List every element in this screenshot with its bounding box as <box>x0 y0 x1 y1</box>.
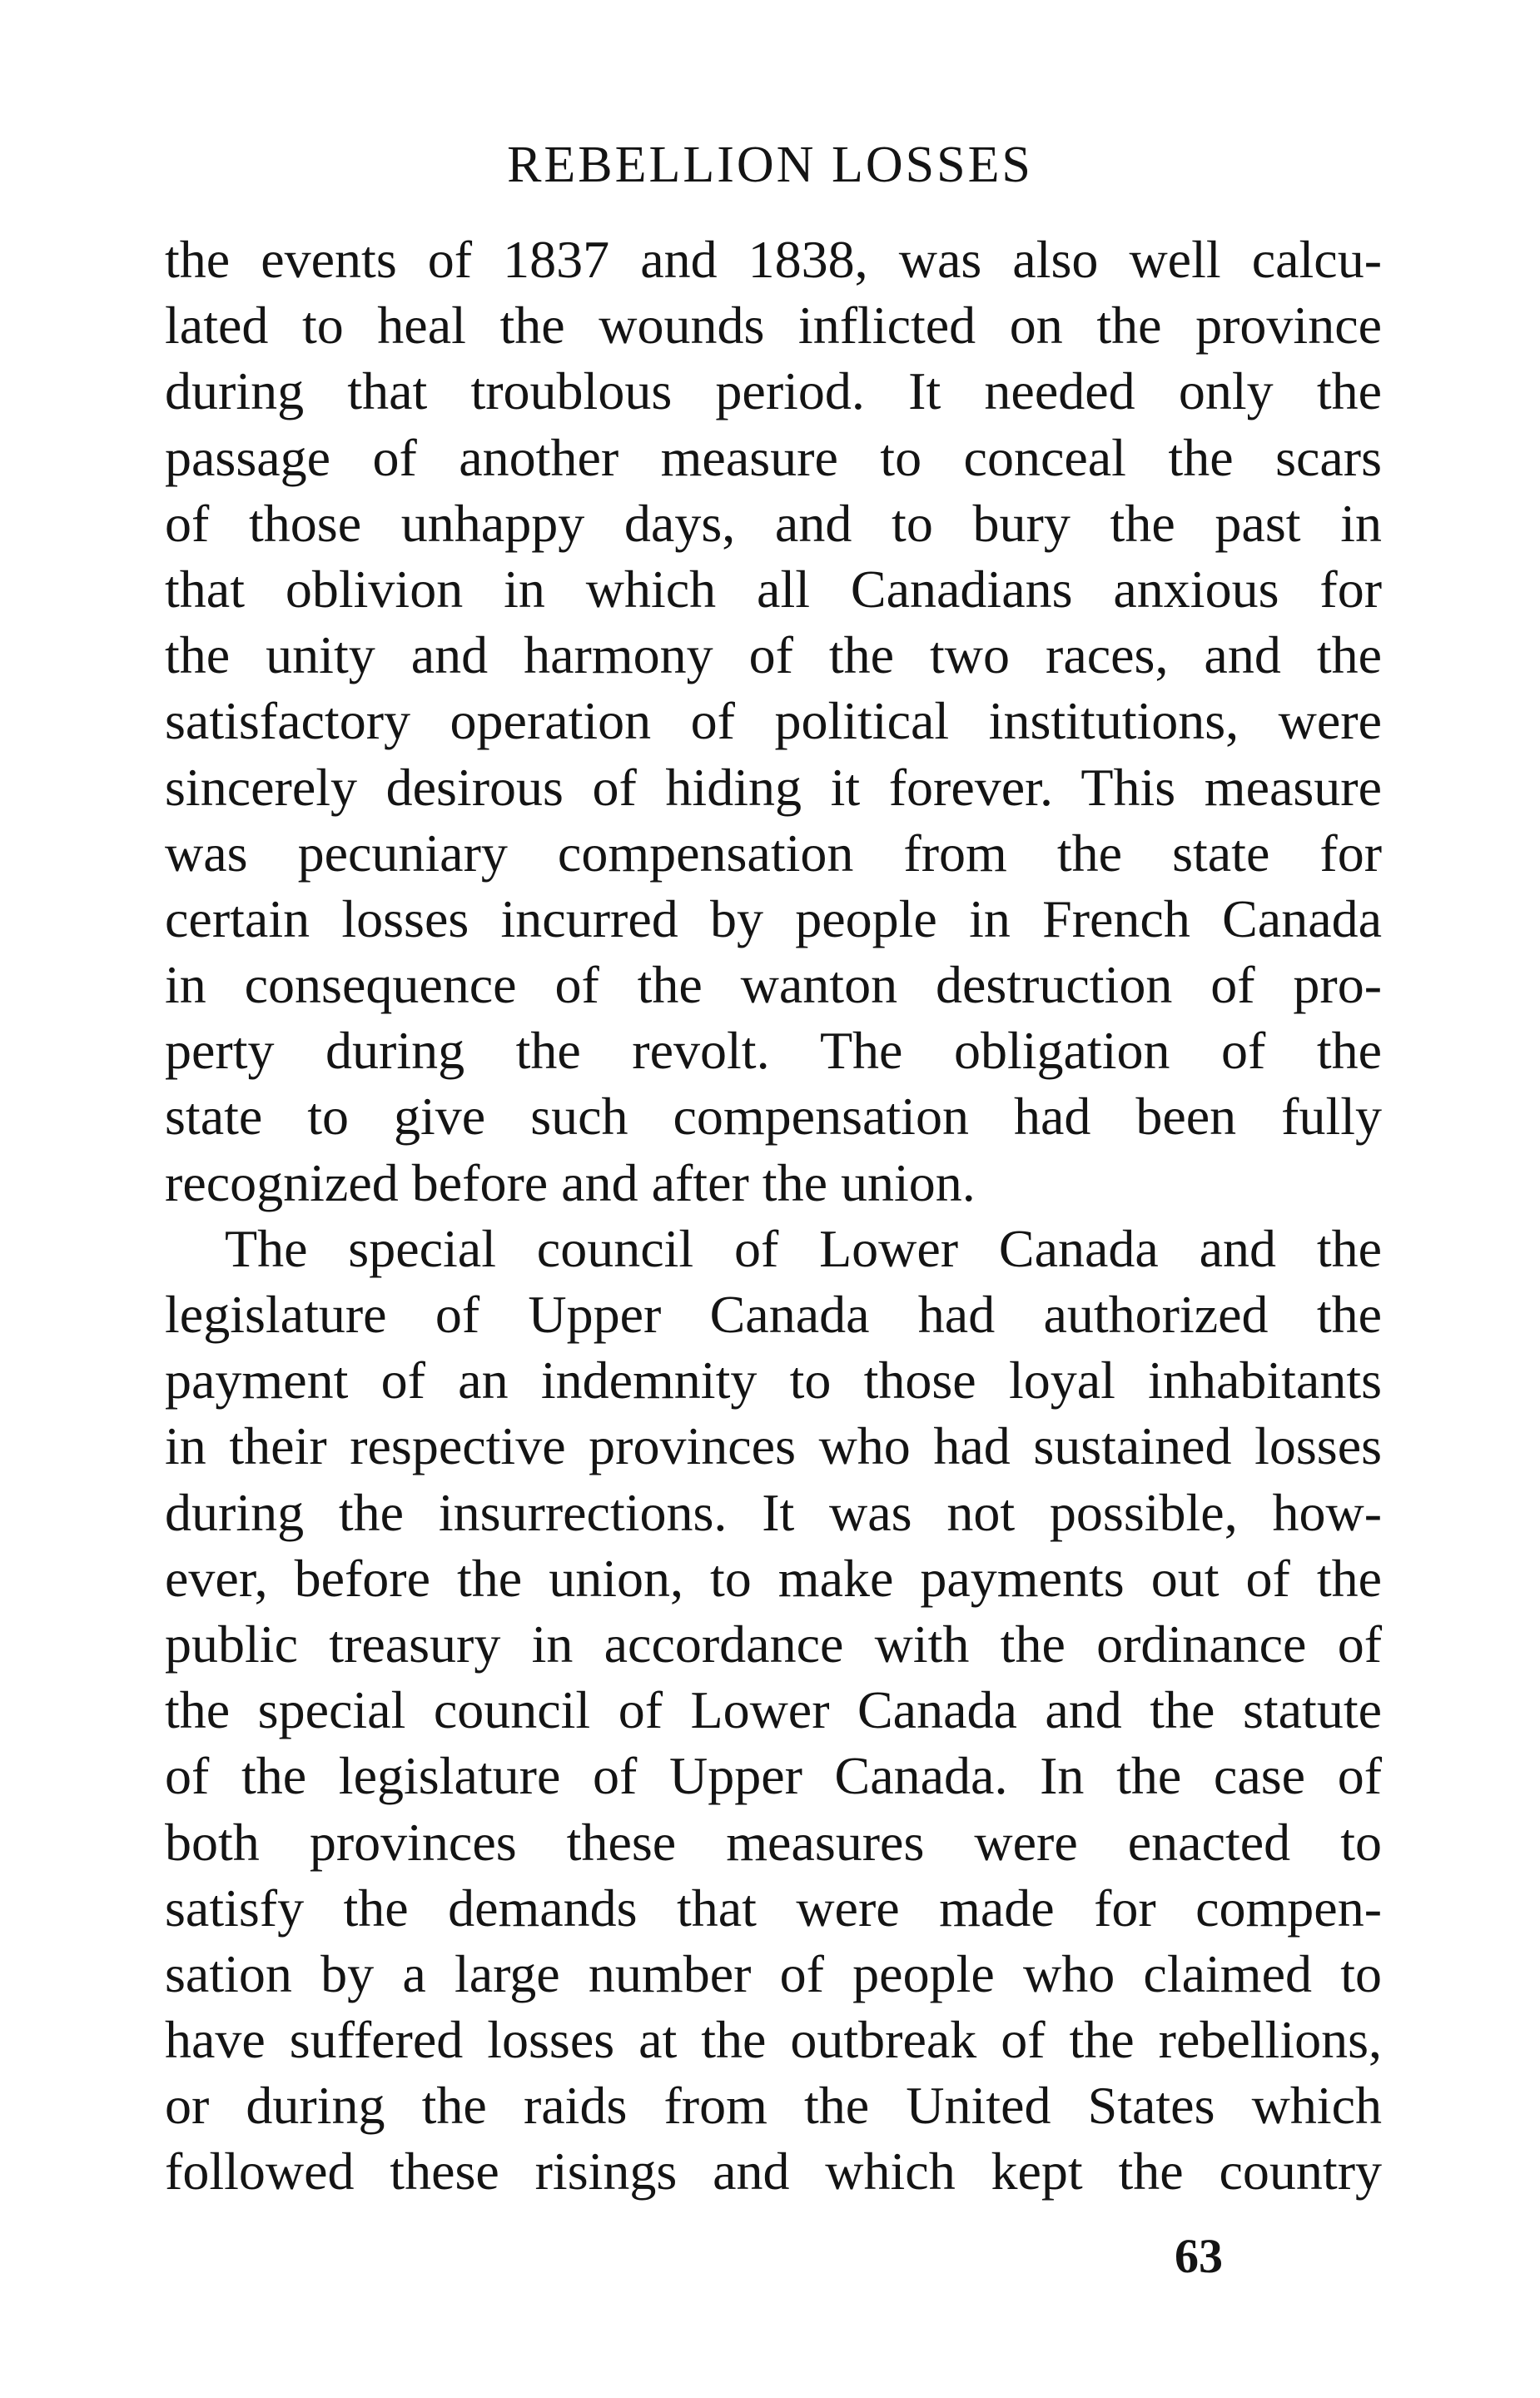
text-line: sation by a large number of people who claimed to <box>165 1943 1382 2003</box>
text-line: sincerely desirous of hiding it forever. This measure <box>165 757 1382 817</box>
text-line: that oblivion in which all Canadians anxious for <box>165 559 1382 619</box>
running-head: REBELLION LOSSES <box>507 137 1033 193</box>
paragraph-end-line: recognized before and after the union. <box>165 1152 976 1212</box>
text-line: or during the raids from the United States which <box>165 2076 1382 2136</box>
text-line: state to give such compensation had been fully <box>165 1087 1382 1147</box>
page-number: 63 <box>1175 2229 1223 2283</box>
text-line: payment of an indemnity to those loyal inhabitants <box>165 1351 1382 1410</box>
text-line: ever, before the union, to make payments out of the <box>165 1548 1382 1608</box>
text-line: public treasury in accordance with the ordinance of <box>165 1614 1382 1674</box>
text-line: legislature of Upper Canada had authorized the <box>165 1285 1382 1344</box>
paragraph-start-line: The special council of Lower Canada and the <box>225 1218 1382 1278</box>
text-line: both provinces these measures were enacted to <box>165 1812 1382 1872</box>
text-line: certain losses incurred by people in French Canada <box>165 888 1382 948</box>
body-text <box>165 226 1382 2205</box>
text-line: perty during the revolt. The obligation of the <box>165 1021 1382 1081</box>
text-line: in their respective provinces who had sustained losses <box>165 1416 1382 1476</box>
text-line: during that troublous period. It needed only the <box>165 361 1382 421</box>
text-line: the unity and harmony of the two races, and the <box>165 625 1382 685</box>
text-line: the events of 1837 and 1838, was also well calcu- <box>165 230 1382 289</box>
text-line: the special council of Lower Canada and the statute <box>165 1680 1382 1740</box>
text-line: was pecuniary compensation from the state for <box>165 823 1382 883</box>
text-line: during the insurrections. It was not possible, how- <box>165 1482 1382 1542</box>
text-line: followed these risings and which kept the country <box>165 2142 1382 2201</box>
text-line: lated to heal the wounds inflicted on the province <box>165 296 1382 356</box>
text-line: in consequence of the wanton destruction of pro- <box>165 955 1382 1015</box>
text-line: have suffered losses at the outbreak of the rebellions, <box>165 2010 1382 2070</box>
text-line: of the legislature of Upper Canada. In the case of <box>165 1746 1382 1806</box>
text-line: satisfactory operation of political institutions, were <box>165 691 1382 751</box>
text-line: satisfy the demands that were made for compen- <box>165 1878 1382 1938</box>
text-line: of those unhappy days, and to bury the past in <box>165 493 1382 553</box>
text-line: passage of another measure to conceal the scars <box>165 427 1382 487</box>
